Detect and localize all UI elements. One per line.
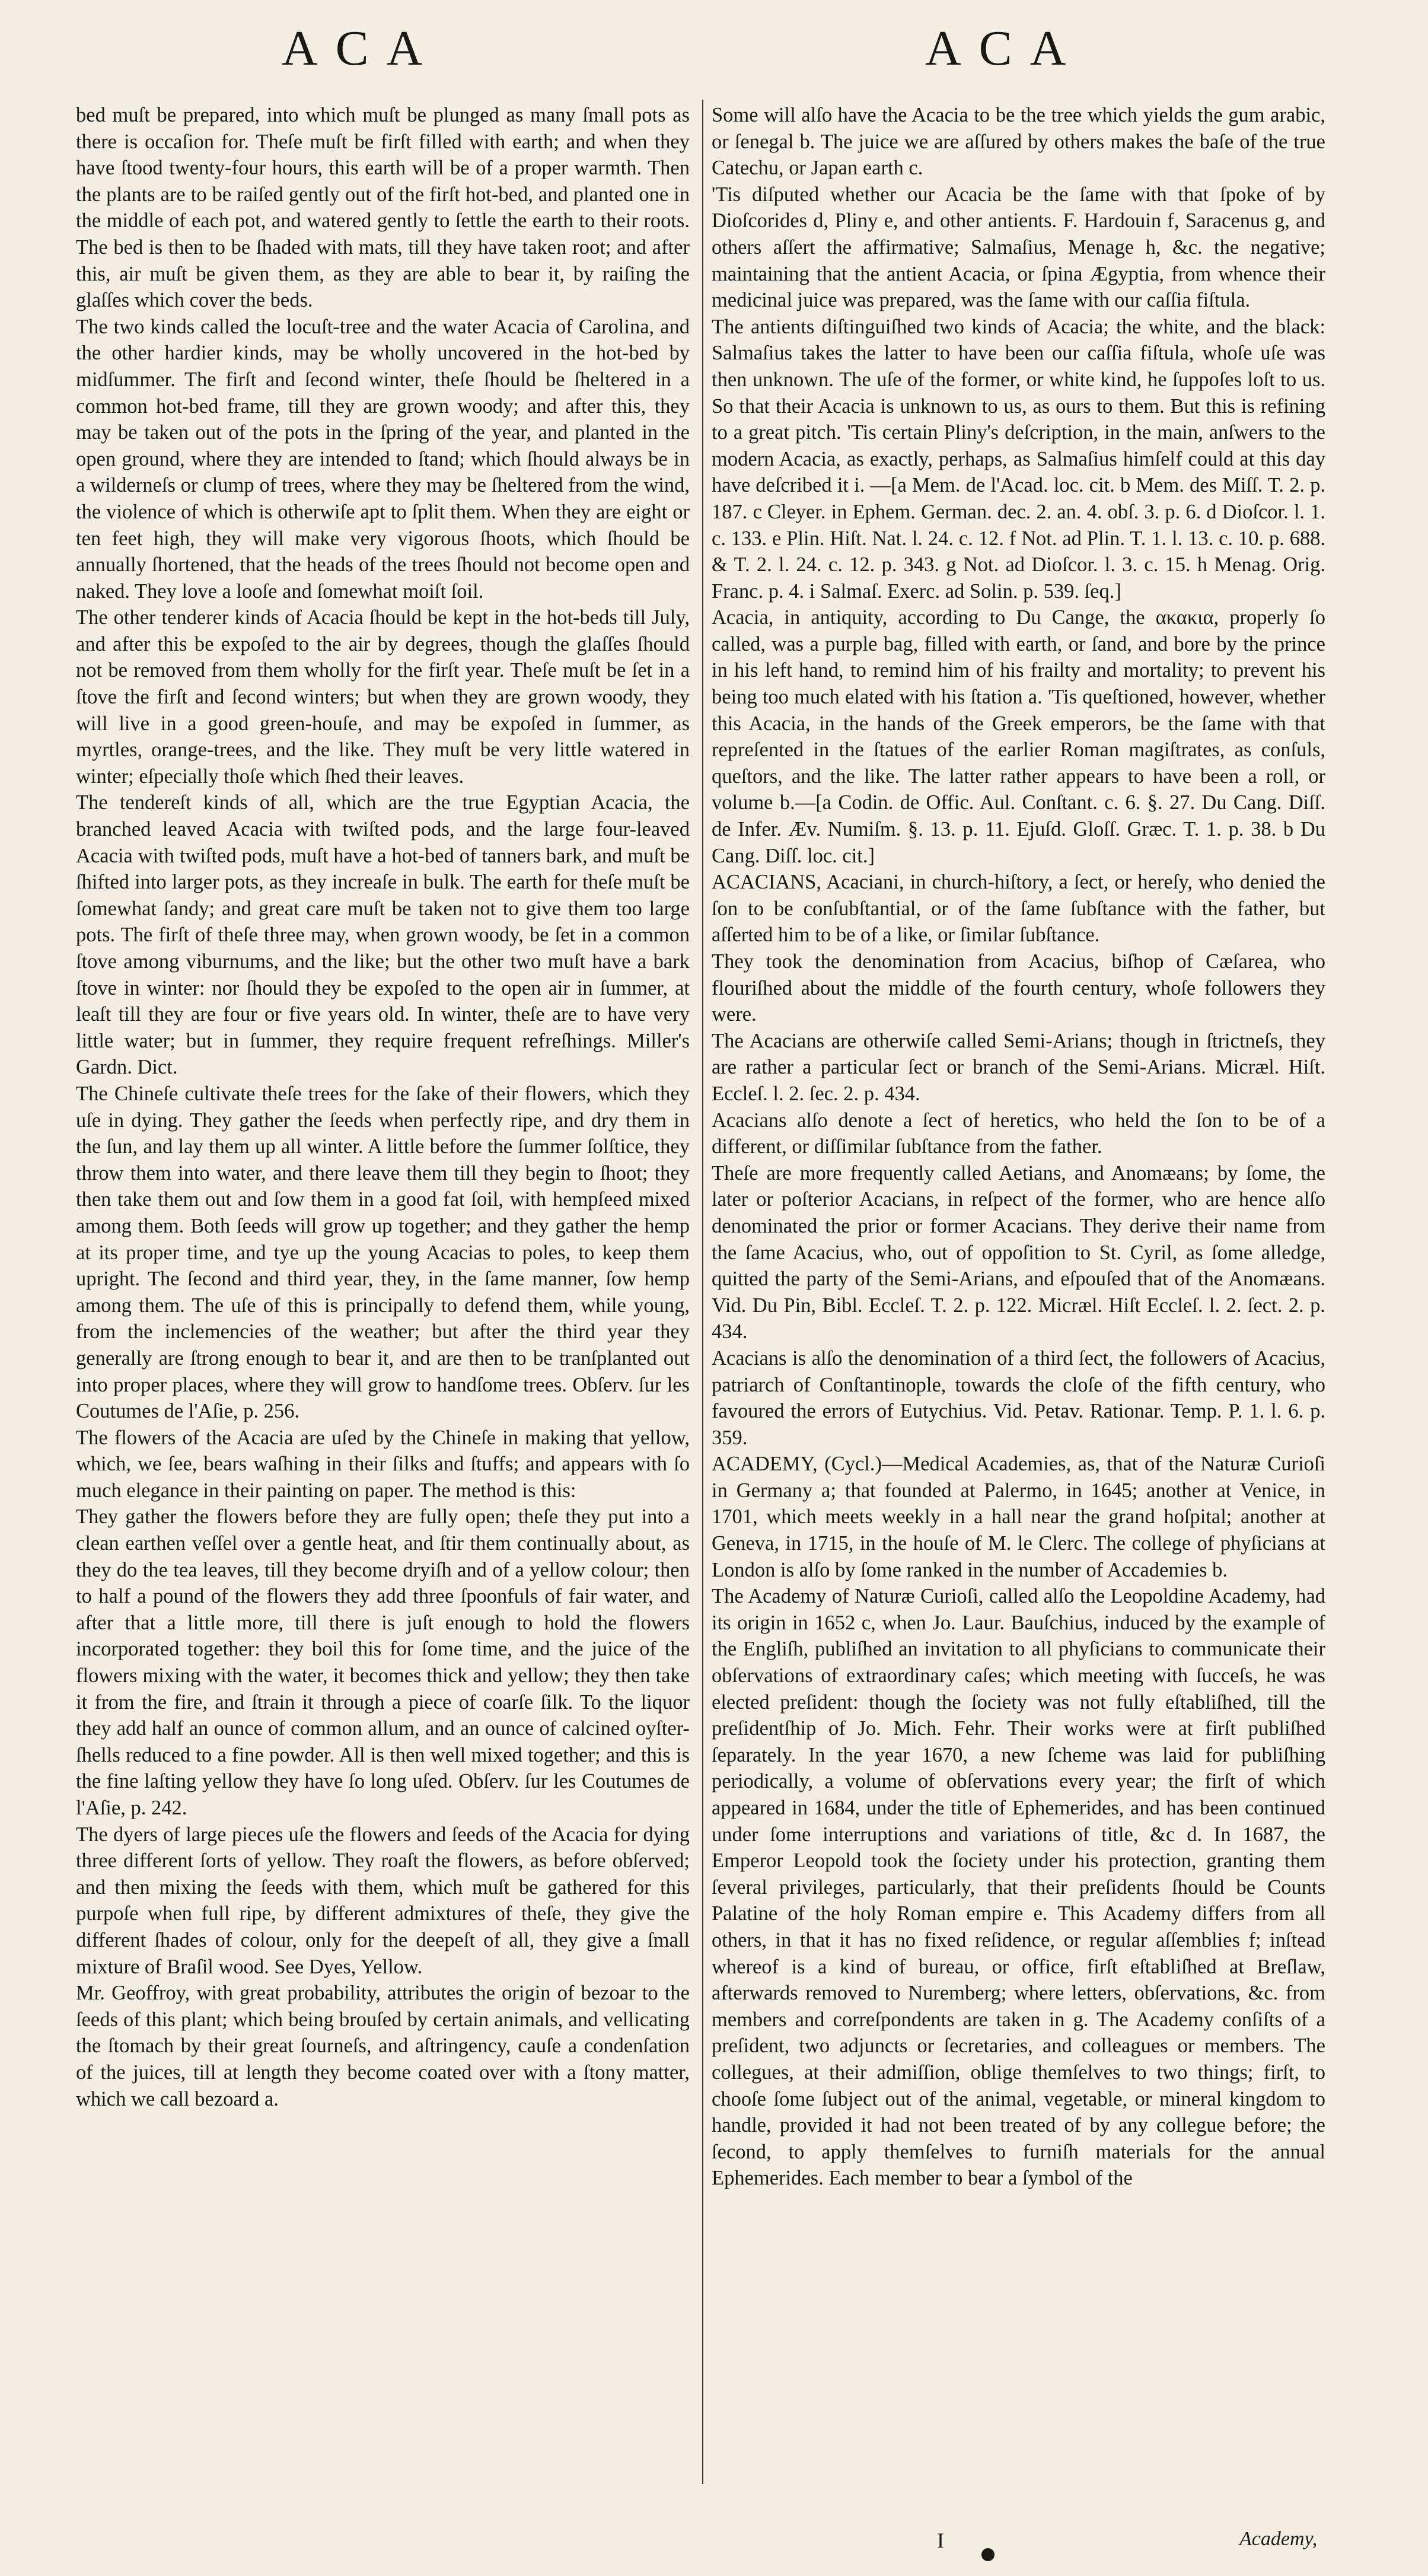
paragraph: Acacians alſo denote a ſect of heretics, who held the ſon to be of a different, or diſſimilar ſubſtance from the father. <box>712 1109 1325 1158</box>
paragraph: 'Tis diſputed whether our Acacia be the ſame with that ſpoke of by Dioſcorides d, Pliny e, and other antients. F. Hardouin f, Saracenus g, and others aſſert the affirmative; Salmaſius, Menage h, &c. the negative; maintaining that the antient Acacia, or ſpina Ægyptia, from whence their medicinal juice was prepared, was the ſame with our caſſia fiſtula. <box>712 183 1325 312</box>
right-column <box>712 102 1325 2192</box>
paragraph: The dyers of large pieces uſe the flowers and ſeeds of the Acacia for dying three different ſorts of yellow. They roaſt the flowers, as before obſerved; and then mixing the ſeeds with them, which muſt be gathered for this purpoſe when full ripe, by different admixtures of theſe, they give the different ſhades of colour, only for the deepeſt of all, they give a ſmall mixture of Braſil wood. See Dyes, Yellow. <box>76 1823 690 1978</box>
paragraph: bed muſt be prepared, into which muſt be plunged as many ſmall pots as there is occaſion for. Theſe muſt be firſt filled with earth; and when they have ſtood twenty-four hours, this earth will be of a proper warmth. Then the plants are to be raiſed gently out of the firſt hot-bed, and planted one in the middle of each pot, and watered gently to ſettle the earth to their roots. The bed is then to be ſhaded with mats, till they have taken root; and after this, air muſt be given them, as they are able to bear it, by raiſing the glaſſes which cover the beds. <box>76 104 690 312</box>
paragraph: Acacians is alſo the denomination of a third ſect, the followers of Acacius, patriarch of Conſtantinople, towards the cloſe of the fifth century, who favoured the errors of Eutychius. Vid. Petav. Rationar. Temp. P. 1. l. 6. p. 359. <box>712 1346 1325 1449</box>
ink-blot <box>981 2548 995 2561</box>
paragraph: They gather the flowers before they are fully open; theſe they put into a clean earthen veſſel over a gentle heat, and ſtir them continually about, as they do the tea leaves, till they become dryiſh and of a yellow colour; then to half a pound of the flowers they add three ſpoonfuls of fair water, and after that a little more, till there is juſt enough to hold the flowers incorporated together: they boil this for ſome time, and the juice of the flowers mixing with the water, it becomes thick and yellow; they then take it from the fire, and ſtrain it through a piece of coarſe ſilk. To the liquor they add half an ounce of common allum, and an ounce of calcined oyſter-ſhells reduced to a fine powder. All is then well mixed together; and this is the fine laſting yellow they have ſo long uſed. Obſerv. ſur les Coutumes de l'Aſie, p. 242. <box>76 1505 690 1819</box>
paragraph: The antients diſtinguiſhed two kinds of Acacia; the white, and the black: Salmaſius takes the latter to have been our caſſia fiſtula, whoſe uſe was then unknown. The uſe of the former, or white kind, he ſuppoſes loſt to us. So that their Acacia is unknown to us, as ours to them. But this is refining to a great pitch. 'Tis certain Pliny's deſcription, in the main, anſwers to the modern Acacia, as exactly, perhaps, as Salmaſius himſelf could at this day have deſcribed it i. —[a Mem. de l'Acad. loc. cit. b Mem. des Miſſ. T. 2. p. 187. c Cleyer. in Ephem. German. dec. 2. an. 4. obſ. 3. p. 6. d Dioſcor. l. 1. c. 133. e Plin. Hiſt. Nat. l. 24. c. 12. f Not. ad Plin. T. 1. l. 13. c. 10. p. 688. & T. 2. l. 24. c. 12. p. 343. g Not. ad Dioſcor. l. 3. c. 15. h Menag. Orig. Franc. p. 4. i Salmaſ. Exerc. ad Solin. p. 539. ſeq.] <box>712 315 1325 603</box>
paragraph: Some will alſo have the Acacia to be the tree which yields the gum arabic, or ſenegal b. The juice we are aſſured by others makes the baſe of the true Catechu, or Japan earth c. <box>712 104 1325 180</box>
paragraph: The other tenderer kinds of Acacia ſhould be kept in the hot-beds till July, and after this be expoſed to the air by degrees, though the glaſſes ſhould not be removed from them wholly for the firſt year. Theſe muſt be ſet in a ſtove the firſt and ſecond winters; but when they are grown woody, they will live in a good green-houſe, and may be expoſed in ſummer, as myrtles, orange-trees, and the like. They muſt be very little watered in winter; eſpecially thoſe which ſhed their leaves. <box>76 606 690 788</box>
paragraph: The Chineſe cultivate theſe trees for the ſake of their flowers, which they uſe in dying. They gather the ſeeds when perfectly ripe, and dry them in the ſun, and lay them up all winter. A little before the ſummer ſolſtice, they throw them into water, and there leave them till they begin to ſhoot; they then take them out and ſow them in a good fat ſoil, with hempſeed mixed among them. Both ſeeds will grow up together; and they gather the hemp at its proper time, and tye up the young Acacias to poles, to keep them upright. The ſecond and third year, they, in the ſame manner, ſow hemp among them. The uſe of this is principally to defend them, while young, from the inclemencies of the weather; but after the third year they generally are ſtrong enough to bear it, and are then to be tranſplanted out into proper places, where they will grow to handſome trees. Obſerv. ſur les Coutumes de l'Aſie, p. 256. <box>76 1082 690 1423</box>
running-head-right: ACA <box>925 21 1084 76</box>
paragraph: The Academy of Naturæ Curioſi, called alſo the Leopoldine Academy, had its origin in 1652 c, when Jo. Laur. Bauſchius, induced by the example of the Engliſh, publiſhed an invitation to all phyſicians to communicate their obſervations of extraordinary caſes; which meeting with ſucceſs, he was elected preſident: though the ſociety was not fully eſtabliſhed, till the preſidentſhip of Jo. Mich. Fehr. Their works were at firſt publiſhed ſeparately. In the year 1670, a new ſcheme was laid for publiſhing periodically, a volume of obſervations every year; the firſt of which appeared in 1684, under the title of Ephemerides, and has been continued under ſome interruptions and variations of title, &c d. In 1687, the Emperor Leopold took the ſociety under his protection, granting them ſeveral privileges, particularly, that their preſidents ſhould be Counts Palatine of the holy Roman empire e. This Academy differs from all others, in that it has no fixed reſidence, or regular aſſemblies f; inſtead whereof is a kind of bureau, or office, firſt eſtabliſhed at Breſlaw, afterwards removed to Nuremberg; where letters, obſervations, &c. from members and correſpondents are taken in g. The Academy conſiſts of a preſident, two adjuncts or ſecretaries, and colleagues or members. The collegues, at their admiſſion, oblige themſelves to two things; firſt, to chooſe ſome ſubject out of the animal, vegetable, or mineral kingdom to handle, provided it had not been treated of by any collegue before; the ſecond, to apply themſelves to furniſh materials for the annual Ephemerides. Each member to bear a ſymbol of the <box>712 1585 1325 2190</box>
paragraph: Acacia, in antiquity, according to Du Cange, the ακακια, properly ſo called, was a purple bag, filled with earth, or ſand, and bore by the prince in his left hand, to remind him of his frailty and mortality; to prevent his being too much elated with his ſtation a. 'Tis queſtioned, however, whether this Acacia, in the hands of the Greek emperors, be the ſame with that repreſented in the ſtatues of the earlier Roman magiſtrates, as conſuls, queſtors, and the like. The latter rather appears to have been a roll, or volume b.—[a Codin. de Offic. Aul. Conſtant. c. 6. §. 27. Du Cang. Diſſ. de Infer. Æv. Numiſm. §. 13. p. 11. Ejuſd. Gloſſ. Græc. T. 1. p. 38. b Du Cang. Diſſ. loc. cit.] <box>712 606 1325 867</box>
catchword: Academy, <box>1239 2528 1318 2550</box>
paragraph: The Acacians are otherwiſe called Semi-Arians; though in ſtrictneſs, they are rather a particular ſect or branch of the Semi-Arians. Micræl. Hiſt. Eccleſ. l. 2. ſec. 2. p. 434. <box>712 1029 1325 1105</box>
paragraph: The two kinds called the locuſt-tree and the water Acacia of Carolina, and the other hardier kinds, may be wholly uncovered in the hot-bed by midſummer. The firſt and ſecond winter, theſe ſhould be ſheltered in a common hot-bed frame, till they are grown woody; and after this, they may be taken out of the pots in the ſpring of the year, and planted in the open ground, where they are intended to ſtand; which ſhould always be in a wilderneſs or clump of trees, where they may be ſheltered from the wind, the violence of which is otherwiſe apt to ſplit them. When they are eight or ten feet high, they will make very vigorous ſhoots, which ſhould be annually ſhortened, that the heads of the trees ſhould not become open and naked. They love a looſe and ſomewhat moiſt ſoil. <box>76 315 690 603</box>
running-head-left: ACA <box>282 21 441 76</box>
paragraph: The tendereſt kinds of all, which are the true Egyptian Acacia, the branched leaved Acacia with twiſted pods, and the large four-leaved Acacia with twiſted pods, muſt have a hot-bed of tanners bark, and muſt be ſhifted into larger pots, as they increaſe in bulk. The earth for theſe muſt be ſomewhat ſandy; and great care muſt be taken not to give them too large pots. The firſt of theſe three may, when grown woody, be ſet in a common ſtove among viburnums, and the like; but the other two muſt have a bark ſtove in winter: nor ſhould they be expoſed to the open air in ſummer, at leaſt till they are four or five years old. In winter, theſe are to have very little water; but in ſummer, they require frequent refreſhings. Miller's Gardn. Dict. <box>76 791 690 1079</box>
paragraph: The flowers of the Acacia are uſed by the Chineſe in making that yellow, which, we ſee, bears waſhing in their ſilks and ſtuffs; and appears with ſo much elegance in their painting on paper. The method is this: <box>76 1426 690 1502</box>
paragraph: Mr. Geoffroy, with great probability, attributes the origin of bezoar to the ſeeds of this plant; which being brouſed by certain animals, and vellicating the ſtomach by their great ſourneſs, and aſtringency, cauſe a condenſation of the juices, till at length they become coated over with a ſtony matter, which we call bezoard a. <box>76 1982 690 2110</box>
paragraph: ACADEMY, (Cycl.)—Medical Academies, as, that of the Naturæ Curioſi in Germany a; that founded at Palermo, in 1645; another at Venice, in 1701, which meets weekly in a hall near the grand hoſpital; another at Geneva, in 1715, in the houſe of M. le Clerc. The college of phyſicians at London is alſo by ſome ranked in the number of Accademies b. <box>712 1453 1325 1581</box>
left-column <box>76 102 690 2112</box>
paragraph: They took the denomination from Acacius, biſhop of Cæſarea, who flouriſhed about the middle of the fourth century, whoſe followers they were. <box>712 950 1325 1026</box>
paragraph: Theſe are more frequently called Aetians, and Anomæans; by ſome, the later or poſterior Acacians, in reſpect of the former, who are hence alſo denominated the prior or former Acacians. They derive their name from the ſame Acacius, who, out of oppoſition to St. Cyril, as ſome alledge, quitted the party of the Semi-Arians, and eſpouſed that of the Anomæans. Vid. Du Pin, Bibl. Eccleſ. T. 2. p. 122. Micræl. Hiſt Eccleſ. l. 2. ſect. 2. p. 434. <box>712 1161 1325 1343</box>
column-rule <box>702 100 703 2484</box>
paragraph: ACACIANS, Acaciani, in church-hiſtory, a ſect, or hereſy, who denied the ſon to be conſubſtantial, or of the ſame ſubſtance with the father, but aſſerted him to be of a like, or ſimilar ſubſtance. <box>712 871 1325 947</box>
signature-mark: I <box>937 2529 944 2552</box>
